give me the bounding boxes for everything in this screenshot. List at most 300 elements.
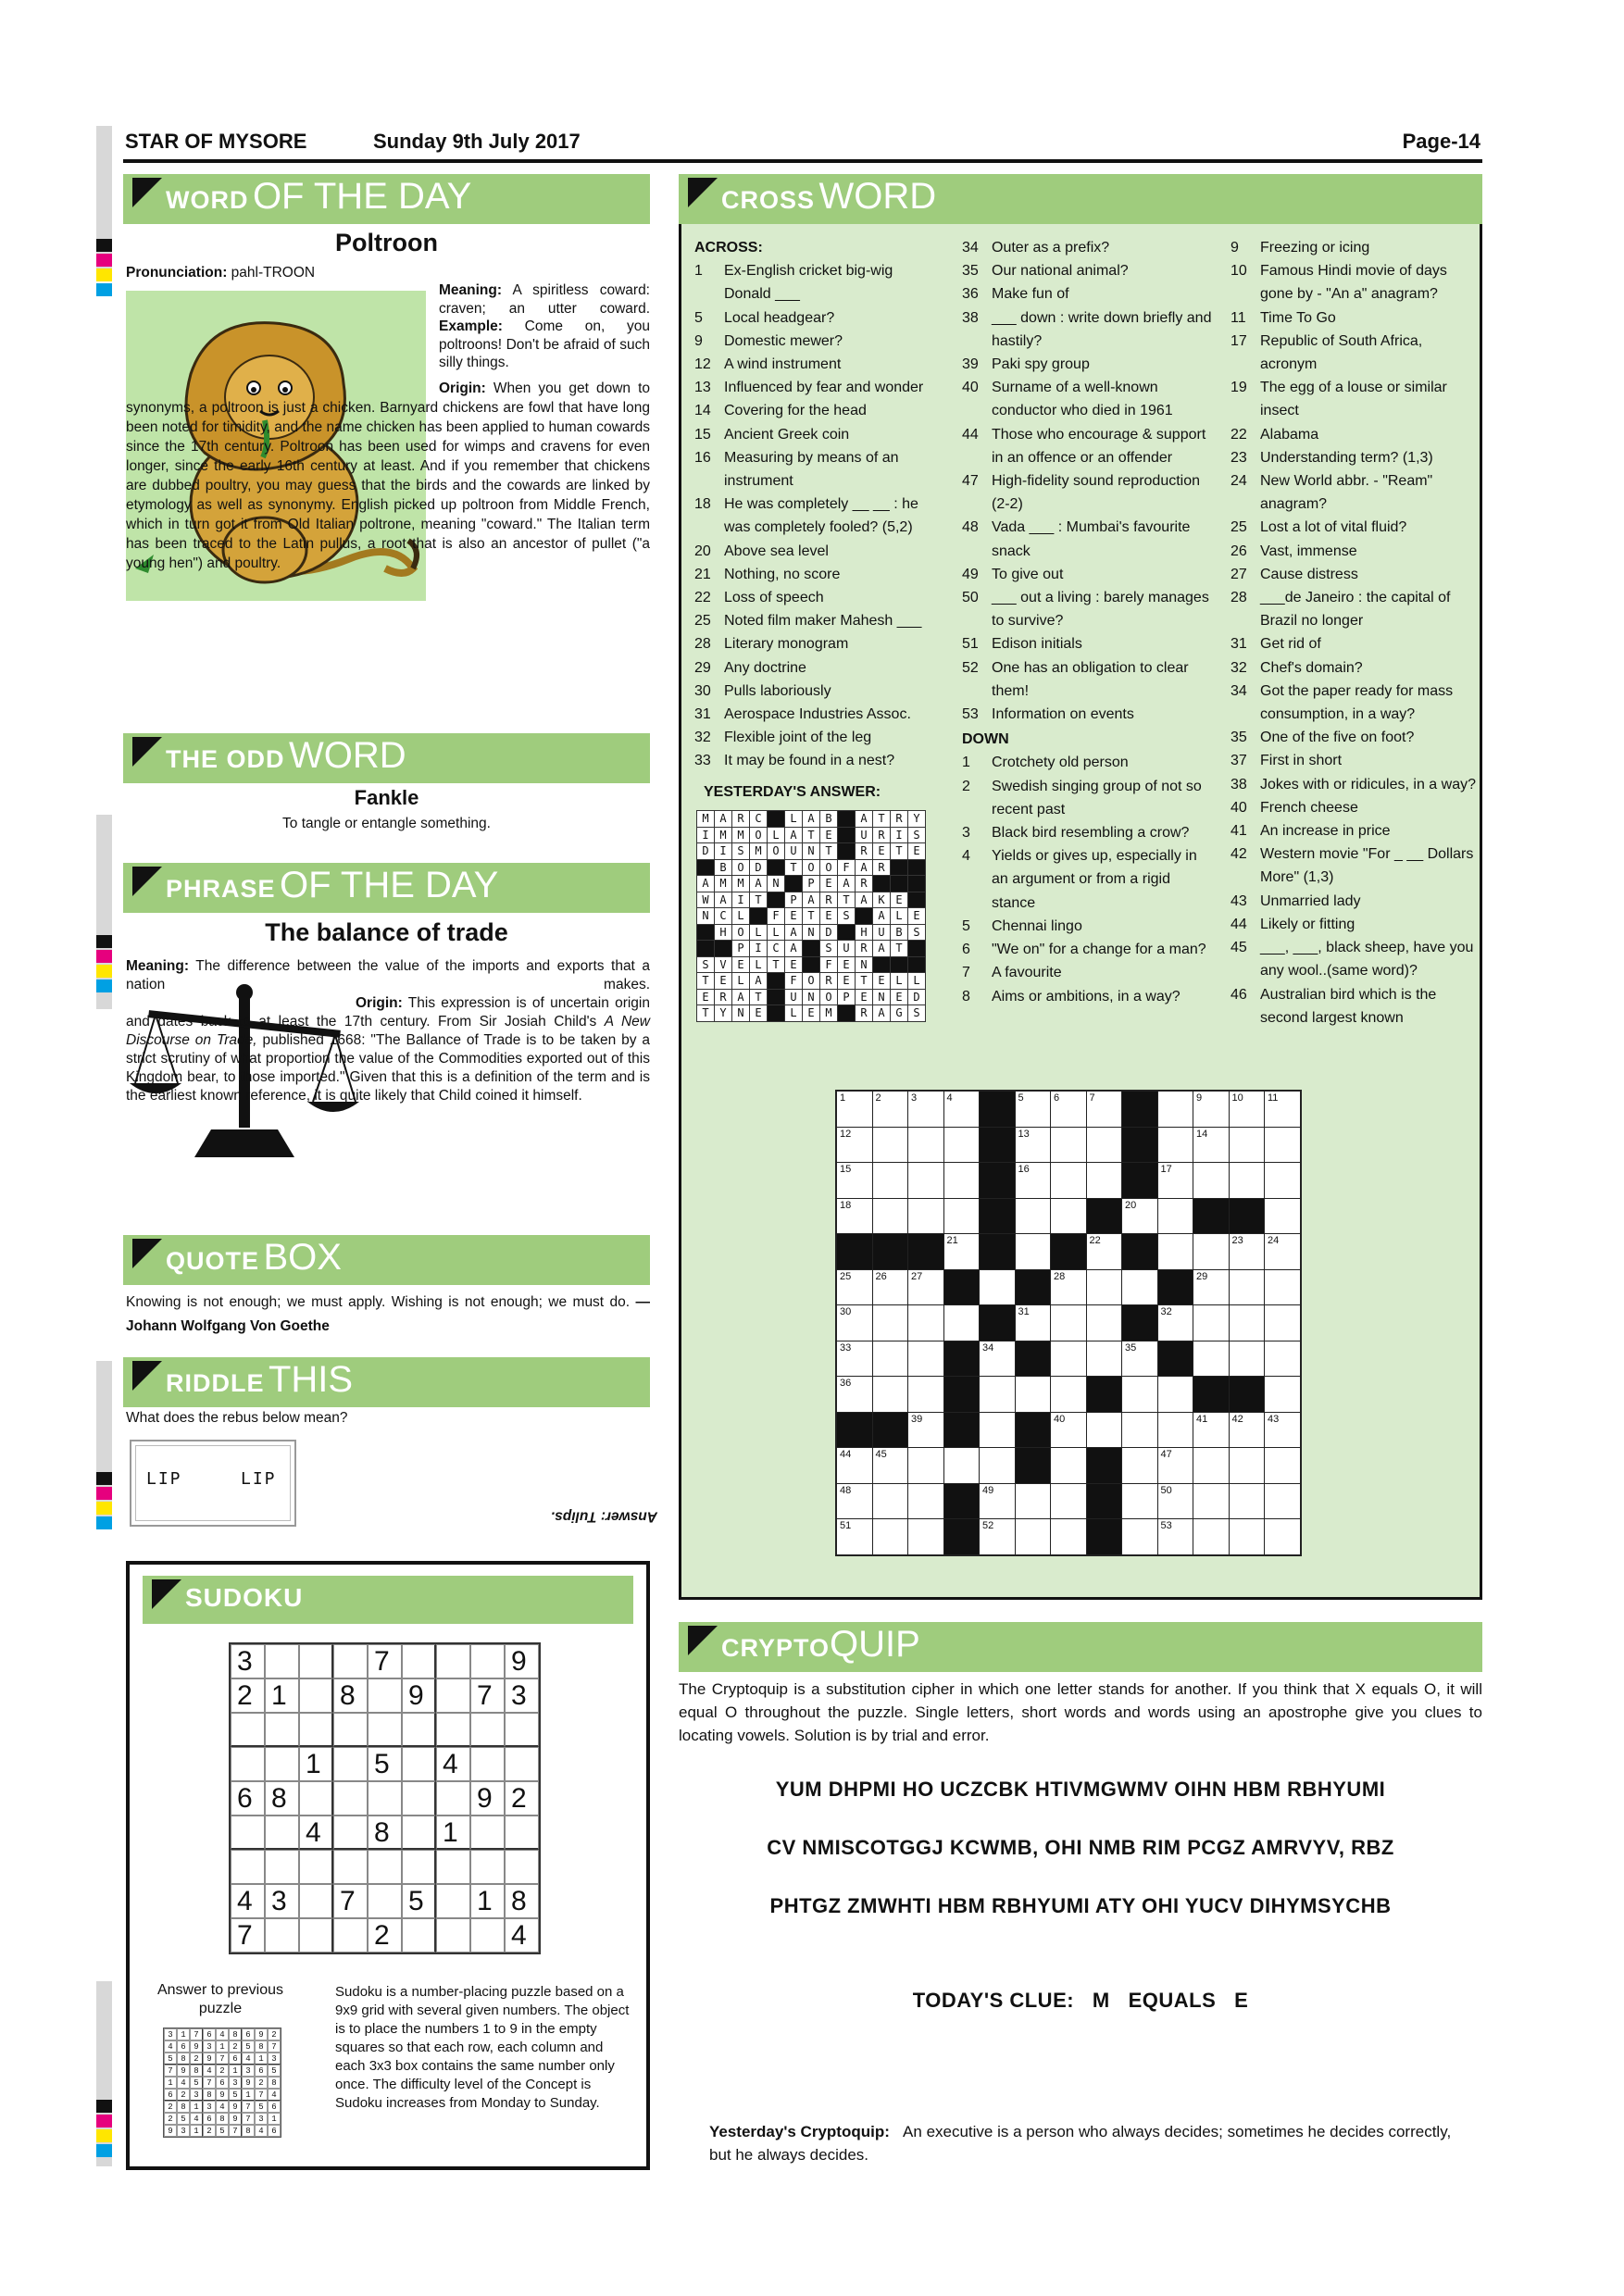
crossword-cell[interactable] <box>837 1341 872 1377</box>
yesterday-cell: T <box>803 908 819 924</box>
clue-item <box>694 680 940 703</box>
cell-number: 7 <box>1089 1092 1095 1104</box>
cell-number: 30 <box>840 1306 852 1317</box>
crossword-cell[interactable] <box>1230 1234 1265 1269</box>
crossword-cell[interactable] <box>1158 1234 1193 1269</box>
yesterday-cell: R <box>856 876 872 892</box>
crossword-cell[interactable] <box>837 1270 872 1305</box>
crossword-cell[interactable] <box>1193 1234 1229 1269</box>
crossword-cell[interactable] <box>1158 1377 1193 1412</box>
crossword-cell[interactable] <box>1230 1270 1265 1305</box>
crossword-cell[interactable] <box>908 1341 943 1377</box>
sudoku-cell[interactable] <box>333 1781 368 1816</box>
crossword-cell[interactable] <box>1158 1413 1193 1448</box>
cryptoquip-clue: TODAY'S CLUE: M EQUALS E <box>912 1989 1249 2012</box>
crossword-cell[interactable] <box>1265 1413 1300 1448</box>
crossword-cell[interactable] <box>980 1377 1015 1412</box>
yesterday-cell: F <box>838 860 855 876</box>
crossword-cell[interactable] <box>873 1092 908 1127</box>
crossword-cell[interactable] <box>837 1448 872 1483</box>
crossword-cell[interactable] <box>980 1270 1015 1305</box>
clue-item <box>962 259 1212 282</box>
crossword-cell[interactable] <box>1087 1413 1122 1448</box>
sudoku-cell: 4 <box>299 1816 333 1850</box>
crossword-cell[interactable] <box>1193 1305 1229 1341</box>
crossword-cell[interactable] <box>1051 1305 1086 1341</box>
clue-number: 1 <box>694 263 703 280</box>
clue-item <box>1230 469 1476 516</box>
crossword-cell[interactable] <box>1158 1092 1193 1127</box>
crossword-cell[interactable] <box>1193 1519 1229 1554</box>
clue-text: ___ out a living : barely manages to survive? <box>992 590 1209 630</box>
yesterday-cell: A <box>873 908 890 924</box>
crossword-cell[interactable] <box>1122 1341 1157 1377</box>
crossword-cell[interactable] <box>980 1413 1015 1448</box>
crossword-cell[interactable] <box>1051 1377 1086 1412</box>
crossword-cell[interactable] <box>1230 1128 1265 1163</box>
previous-sudoku-cell: 1 <box>255 2053 268 2065</box>
clue-number: 9 <box>1230 240 1239 256</box>
previous-sudoku-cell: 2 <box>164 2101 177 2113</box>
previous-sudoku-cell: 1 <box>164 2077 177 2089</box>
crossword-black-cell <box>944 1341 980 1377</box>
crossword-cell[interactable] <box>908 1413 943 1448</box>
cell-number: 23 <box>1231 1235 1243 1246</box>
yesterday-cell: T <box>891 941 907 956</box>
previous-sudoku-cell: 4 <box>177 2077 190 2089</box>
clue-number: 30 <box>694 682 711 699</box>
crossword-cell[interactable] <box>1051 1128 1086 1163</box>
clue-number: 12 <box>694 356 711 373</box>
sudoku-cell[interactable] <box>436 1678 470 1713</box>
crossword-cell[interactable] <box>1016 1377 1051 1412</box>
yesterday-cell: U <box>873 925 890 941</box>
sudoku-cell[interactable] <box>402 1747 436 1781</box>
crossword-cell[interactable] <box>1087 1234 1122 1269</box>
crossword-cell[interactable] <box>1122 1484 1157 1519</box>
sudoku-cell[interactable] <box>470 1747 505 1781</box>
crossword-cell[interactable] <box>873 1128 908 1163</box>
crossword-cell[interactable] <box>1193 1484 1229 1519</box>
cell-number: 16 <box>1018 1164 1030 1175</box>
crossword-cell[interactable] <box>1265 1092 1300 1127</box>
crossword-cell[interactable] <box>1265 1270 1300 1305</box>
clue-text: French cheese <box>1260 799 1358 816</box>
crossword-cell[interactable] <box>1051 1341 1086 1377</box>
previous-sudoku-cell: 8 <box>268 2077 281 2089</box>
crossword-cell[interactable] <box>1051 1092 1086 1127</box>
crossword-black-cell <box>1122 1128 1157 1163</box>
cell-number: 5 <box>1018 1092 1024 1104</box>
previous-sudoku-cell: 5 <box>255 2101 268 2113</box>
clue-item <box>694 330 940 353</box>
sudoku-cell[interactable] <box>470 1644 505 1678</box>
clue-item <box>694 726 940 749</box>
crossword-cell[interactable] <box>873 1448 908 1483</box>
swatch-black <box>96 935 112 948</box>
crossword-cell[interactable] <box>837 1128 872 1163</box>
crossword-cell[interactable] <box>1265 1234 1300 1269</box>
crossword-cell[interactable] <box>1193 1092 1229 1127</box>
crossword-cell[interactable] <box>873 1270 908 1305</box>
crossword-cell[interactable] <box>1051 1199 1086 1234</box>
crossword-cell[interactable] <box>1016 1199 1051 1234</box>
crossword-cell[interactable] <box>980 1341 1015 1377</box>
crossword-cell[interactable] <box>1265 1341 1300 1377</box>
sudoku-cell[interactable] <box>299 1678 333 1713</box>
sudoku-cell[interactable] <box>436 1884 470 1918</box>
crossword-cell[interactable] <box>1265 1305 1300 1341</box>
clue-item <box>1230 936 1476 982</box>
clue-item <box>962 751 1212 774</box>
sudoku-cell[interactable] <box>265 1918 299 1953</box>
crossword-cell[interactable] <box>1158 1163 1193 1198</box>
clue-text: Swedish singing group of not so recent past <box>992 778 1202 817</box>
clue-number: 25 <box>1230 519 1247 536</box>
crossword-cell[interactable] <box>944 1305 980 1341</box>
crossword-cell[interactable] <box>1051 1270 1086 1305</box>
sudoku-cell[interactable] <box>402 1816 436 1850</box>
crossword-cell[interactable] <box>1122 1199 1157 1234</box>
sudoku-cell[interactable] <box>333 1918 368 1953</box>
sudoku-cell[interactable] <box>333 1747 368 1781</box>
swatch-yellow <box>96 2129 112 2142</box>
crossword-cell[interactable] <box>1122 1413 1157 1448</box>
rebus-left: LIP <box>146 1469 182 1489</box>
crossword-cell[interactable] <box>1193 1163 1229 1198</box>
crossword-cell[interactable] <box>1158 1305 1193 1341</box>
yesterday-cell: Y <box>908 811 925 827</box>
yesterday-cell: T <box>697 1005 714 1021</box>
clue-text: One has an obligation to clear them! <box>992 659 1189 699</box>
crossword-cell[interactable] <box>1158 1128 1193 1163</box>
swatch-cyan <box>96 1516 112 1529</box>
sudoku-cell[interactable] <box>265 1644 299 1678</box>
cryptoquip-banner: CRYPTOQUIP <box>679 1622 1482 1672</box>
previous-sudoku-cell: 5 <box>229 2089 242 2101</box>
clue-item <box>1230 446 1476 469</box>
yesterday-cell: E <box>820 908 837 924</box>
yesterday-cell: P <box>732 941 749 956</box>
crossword-cell[interactable] <box>1193 1448 1229 1483</box>
sudoku-cell[interactable] <box>436 1781 470 1816</box>
crossword-black-cell <box>1087 1377 1122 1412</box>
crossword-cell[interactable] <box>1230 1163 1265 1198</box>
crossword-cell[interactable] <box>980 1484 1015 1519</box>
crossword-cell[interactable] <box>837 1092 872 1127</box>
crossword-cell[interactable] <box>873 1377 908 1412</box>
crossword-cell[interactable] <box>1051 1484 1086 1519</box>
crossword-cell[interactable] <box>944 1128 980 1163</box>
odd-word-title: Fankle <box>354 786 419 809</box>
crossword-cell[interactable] <box>1051 1413 1086 1448</box>
crossword-cell[interactable] <box>1016 1519 1051 1554</box>
yesterday-cell: E <box>891 892 907 908</box>
crossword-cell[interactable] <box>980 1448 1015 1483</box>
yesterday-cell: D <box>697 843 714 859</box>
yesterday-cell: E <box>715 973 731 989</box>
crossword-cell[interactable] <box>873 1163 908 1198</box>
crossword-cell[interactable] <box>1087 1163 1122 1198</box>
sudoku-cell[interactable] <box>299 1884 333 1918</box>
crossword-black-cell <box>1193 1199 1229 1234</box>
sudoku-cell[interactable] <box>436 1850 470 1884</box>
sudoku-cell[interactable] <box>402 1713 436 1747</box>
crossword-cell[interactable] <box>837 1484 872 1519</box>
sudoku-cell[interactable] <box>333 1850 368 1884</box>
crossword-cell[interactable] <box>837 1377 872 1412</box>
previous-sudoku-cell: 2 <box>177 2089 190 2101</box>
clue-number: 3 <box>962 825 970 842</box>
crossword-cell[interactable] <box>873 1341 908 1377</box>
sudoku-cell[interactable] <box>402 1644 436 1678</box>
yesterday-cell: R <box>820 892 837 908</box>
crossword-cell[interactable] <box>1230 1092 1265 1127</box>
sudoku-cell: 9 <box>470 1781 505 1816</box>
sudoku-cell[interactable] <box>231 1850 265 1884</box>
crossword-cell[interactable] <box>1122 1270 1157 1305</box>
crossword-cell[interactable] <box>980 1519 1015 1554</box>
crossword-cell[interactable] <box>1158 1199 1193 1234</box>
crossword-cell[interactable] <box>1122 1519 1157 1554</box>
clue-item <box>1230 890 1476 913</box>
previous-sudoku-cell: 6 <box>203 2113 216 2125</box>
cell-number: 43 <box>1268 1413 1280 1425</box>
sudoku-cell[interactable] <box>299 1918 333 1953</box>
sudoku-cell[interactable] <box>333 1816 368 1850</box>
sudoku-cell[interactable] <box>231 1713 265 1747</box>
crossword-black-cell <box>980 1199 1015 1234</box>
sudoku-cell[interactable] <box>265 1713 299 1747</box>
crossword-cell[interactable] <box>1193 1270 1229 1305</box>
sudoku-cell[interactable] <box>505 1816 539 1850</box>
crossword-cell[interactable] <box>837 1199 872 1234</box>
crossword-cell[interactable] <box>1230 1305 1265 1341</box>
sudoku-cell[interactable] <box>402 1781 436 1816</box>
clue-number: 17 <box>1230 332 1247 349</box>
yesterday-cell: I <box>750 941 767 956</box>
crossword-cell[interactable] <box>1230 1484 1265 1519</box>
crossword-cell[interactable] <box>1016 1484 1051 1519</box>
cell-number: 12 <box>840 1128 852 1140</box>
sudoku-cell[interactable] <box>505 1713 539 1747</box>
crossword-cell[interactable] <box>1051 1448 1086 1483</box>
yesterday-cell: B <box>715 860 731 876</box>
yesterday-cell: I <box>732 892 749 908</box>
crossword-cell[interactable] <box>1016 1305 1051 1341</box>
crossword-black-cell <box>1193 1377 1229 1412</box>
crossword-cell[interactable] <box>908 1270 943 1305</box>
sudoku-cell: 7 <box>333 1884 368 1918</box>
across-clues-col1: ACROSS: 1 Ex-English cricket big-wig Donald ___ 5 Local headgear? 9 Domestic mewer? 12 A wind instrument 13 Influenced by fear and wonder 14 Covering for the head 15 Ancient Greek coin 16 Measuring by means of an instrument 18 He was completely __ __ : he was completely fooled? (5,2) 20 Above sea level 21 Nothing, no score 22 Loss of speech 25 Noted film maker Mahesh ___ 28 Literary monogram 29 Any doctrine 30 Pulls laboriously 31 Aerospace Industries Assoc. 32 Flexible joint of the leg 33 It may be found in a nest? <box>694 236 940 773</box>
crossword-cell[interactable] <box>1087 1270 1122 1305</box>
crossword-cell[interactable] <box>944 1163 980 1198</box>
previous-sudoku-cell: 6 <box>203 2028 216 2040</box>
sudoku-cell: 8 <box>505 1884 539 1918</box>
sudoku-cell[interactable] <box>368 1850 402 1884</box>
clue-text: Above sea level <box>724 543 829 559</box>
sudoku-cell[interactable] <box>368 1781 402 1816</box>
sudoku-cell[interactable] <box>265 1747 299 1781</box>
clue-item <box>1230 796 1476 819</box>
cell-number: 53 <box>1160 1520 1172 1531</box>
sudoku-cell[interactable] <box>368 1884 402 1918</box>
sudoku-cell[interactable] <box>299 1850 333 1884</box>
yesterday-cell: N <box>803 843 819 859</box>
crossword-cell[interactable] <box>1230 1448 1265 1483</box>
crossword-cell[interactable] <box>873 1199 908 1234</box>
crossword-cell[interactable] <box>908 1448 943 1483</box>
crossword-cell[interactable] <box>837 1163 872 1198</box>
sudoku-cell[interactable] <box>368 1678 402 1713</box>
sudoku-cell[interactable] <box>299 1713 333 1747</box>
word-of-day-banner: WORD OF THE DAY <box>123 174 650 224</box>
crossword-cell[interactable] <box>873 1305 908 1341</box>
crossword-cell[interactable] <box>944 1448 980 1483</box>
crossword-cell[interactable] <box>1265 1128 1300 1163</box>
crossword-cell[interactable] <box>944 1234 980 1269</box>
crossword-cell[interactable] <box>1016 1163 1051 1198</box>
crossword-cell[interactable] <box>908 1484 943 1519</box>
crossword-cell[interactable] <box>908 1199 943 1234</box>
yesterday-cell: U <box>838 941 855 956</box>
sudoku-cell[interactable] <box>265 1850 299 1884</box>
yesterday-cell: T <box>697 973 714 989</box>
clue-item <box>694 493 940 539</box>
crossword-cell[interactable] <box>1122 1377 1157 1412</box>
previous-sudoku-cell: 2 <box>255 2077 268 2089</box>
sudoku-cell[interactable] <box>402 1918 436 1953</box>
crossword-cell[interactable] <box>944 1199 980 1234</box>
clue-text: Republic of South Africa, acronym <box>1260 332 1423 373</box>
crossword-cell[interactable] <box>944 1092 980 1127</box>
sudoku-cell[interactable] <box>333 1713 368 1747</box>
clue-text: Australian bird which is the second largest known <box>1260 986 1437 1026</box>
crossword-cell[interactable] <box>1158 1484 1193 1519</box>
crossword-cell[interactable] <box>1193 1413 1229 1448</box>
clue-item <box>962 985 1212 1008</box>
sudoku-cell[interactable] <box>231 1747 265 1781</box>
crossword-cell[interactable] <box>873 1519 908 1554</box>
crossword-cell[interactable] <box>908 1128 943 1163</box>
crossword-cell[interactable] <box>1265 1519 1300 1554</box>
crossword-cell[interactable] <box>837 1305 872 1341</box>
sudoku-cell[interactable] <box>333 1644 368 1678</box>
yesterday-cell <box>908 957 925 973</box>
crossword-cell[interactable] <box>1087 1092 1122 1127</box>
sudoku-cell[interactable] <box>368 1713 402 1747</box>
crossword-cell[interactable] <box>837 1519 872 1554</box>
crossword-cell[interactable] <box>1087 1341 1122 1377</box>
crossword-cell[interactable] <box>908 1519 943 1554</box>
clue-number: 24 <box>1230 473 1247 490</box>
crossword-cell[interactable] <box>1265 1484 1300 1519</box>
sudoku-cell: 3 <box>231 1644 265 1678</box>
yesterday-cell <box>838 843 855 859</box>
clue-text: Outer as a prefix? <box>992 240 1110 256</box>
clue-text: Surname of a well-known conductor who died in 1961 <box>992 380 1173 419</box>
crossword-cell[interactable] <box>1230 1341 1265 1377</box>
crossword-cell[interactable] <box>1158 1519 1193 1554</box>
clue-text: Those who encourage & support in an offence or an offender <box>992 426 1206 466</box>
crossword-cell[interactable] <box>1122 1448 1157 1483</box>
crossword-cell[interactable] <box>873 1484 908 1519</box>
clue-text: Lost a lot of vital fluid? <box>1260 519 1407 536</box>
clue-text: Yields or gives up, especially in an argument or from a rigid stance <box>992 848 1197 911</box>
crossword-cell[interactable] <box>1158 1448 1193 1483</box>
sudoku-cell[interactable] <box>470 1816 505 1850</box>
sudoku-cell[interactable] <box>402 1850 436 1884</box>
clue-item <box>962 915 1212 938</box>
previous-sudoku-cell: 3 <box>164 2028 177 2040</box>
swatch-cyan <box>96 283 112 296</box>
crossword-cell[interactable] <box>1265 1163 1300 1198</box>
yesterday-cell: T <box>856 973 872 989</box>
crossword-cell[interactable] <box>1051 1519 1086 1554</box>
crossword-cell[interactable] <box>1051 1163 1086 1198</box>
crossword-cell[interactable] <box>1230 1519 1265 1554</box>
clue-item <box>1230 306 1476 330</box>
sudoku-cell[interactable] <box>436 1713 470 1747</box>
sudoku-cell[interactable] <box>470 1918 505 1953</box>
clue-text: Influenced by fear and wonder <box>724 380 924 396</box>
crossword-cell[interactable] <box>1265 1377 1300 1412</box>
sudoku-cell[interactable] <box>470 1850 505 1884</box>
crossword-cell[interactable] <box>1265 1448 1300 1483</box>
riddle-banner: RIDDLE THIS <box>123 1357 650 1407</box>
crossword-cell[interactable] <box>908 1092 943 1127</box>
crossword-cell[interactable] <box>1016 1092 1051 1127</box>
crossword-cell[interactable] <box>1265 1199 1300 1234</box>
sudoku-cell[interactable] <box>436 1918 470 1953</box>
crossword-cell[interactable] <box>908 1377 943 1412</box>
crossword-cell[interactable] <box>1087 1305 1122 1341</box>
down-clues-col <box>1230 236 1476 1029</box>
cell-number: 36 <box>840 1378 852 1389</box>
yesterday-cell: A <box>715 811 731 827</box>
yesterday-cell: A <box>856 860 872 876</box>
previous-sudoku-cell: 4 <box>164 2040 177 2053</box>
clue-text: Ex-English cricket big-wig Donald ___ <box>724 263 893 303</box>
clue-item <box>694 259 940 306</box>
clue-item <box>1230 913 1476 936</box>
crossword-black-cell <box>1087 1448 1122 1483</box>
crossword-cell[interactable] <box>1016 1234 1051 1269</box>
crossword-cell[interactable] <box>1016 1128 1051 1163</box>
sudoku-cell[interactable] <box>299 1644 333 1678</box>
sudoku-cell[interactable] <box>299 1781 333 1816</box>
crossword-cell[interactable] <box>1087 1128 1122 1163</box>
sudoku-cell[interactable] <box>265 1816 299 1850</box>
sudoku-cell[interactable] <box>505 1850 539 1884</box>
clue-number: 35 <box>1230 730 1247 746</box>
yesterday-cell: E <box>803 1005 819 1021</box>
sudoku-cell[interactable] <box>505 1747 539 1781</box>
yesterday-cell: E <box>785 908 802 924</box>
sudoku-cell[interactable] <box>436 1644 470 1678</box>
crossword-cell[interactable] <box>1230 1413 1265 1448</box>
crossword-cell[interactable] <box>908 1305 943 1341</box>
crossword-cell[interactable] <box>1193 1341 1229 1377</box>
sudoku-cell[interactable] <box>231 1816 265 1850</box>
clue-text: Loss of speech <box>724 590 824 606</box>
sudoku-cell[interactable] <box>470 1713 505 1747</box>
crossword-cell[interactable] <box>908 1163 943 1198</box>
yesterday-cell: L <box>785 811 802 827</box>
clue-number: 44 <box>1230 916 1247 932</box>
clue-number: 43 <box>1230 892 1247 909</box>
crossword-cell[interactable] <box>1193 1128 1229 1163</box>
